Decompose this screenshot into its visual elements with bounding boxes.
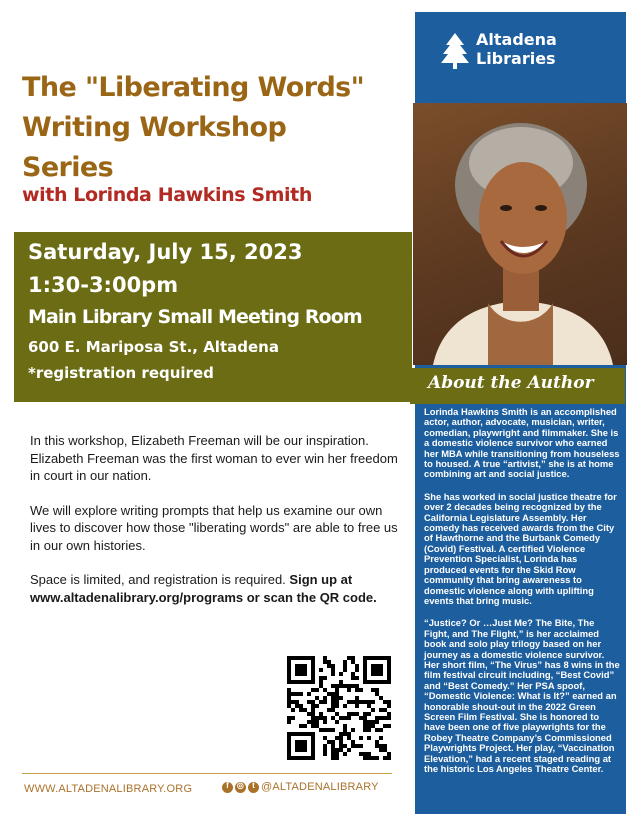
about-the-author-banner	[410, 368, 625, 404]
logo-line-1: Altadena	[476, 30, 557, 49]
title-line-2: Writing Workshop	[22, 112, 287, 143]
event-address: 600 E. Mariposa St., Altadena	[28, 338, 279, 356]
logo-line-2: Libraries	[476, 49, 556, 68]
social-handle[interactable]: @ALTADENALIBRARY	[261, 781, 379, 793]
qr-code[interactable]	[287, 656, 391, 760]
subtitle: with Lorinda Hawkins Smith	[22, 184, 312, 206]
description-paragraph-3	[30, 571, 400, 606]
event-room: Main Library Small Meeting Room	[28, 306, 362, 328]
social-links	[222, 781, 379, 793]
altadena-libraries-logo	[440, 30, 600, 72]
facebook-icon[interactable]: f	[222, 782, 233, 793]
about-heading: About the Author	[428, 373, 594, 393]
website-link[interactable]: WWW.ALTADENALIBRARY.ORG	[24, 783, 193, 795]
registration-text: Space is limited, and registration is required.	[30, 572, 290, 587]
instagram-icon[interactable]: ◎	[235, 782, 246, 793]
event-time: 1:30-3:00pm	[28, 273, 179, 297]
author-photo	[413, 103, 627, 365]
footer-divider	[22, 773, 392, 774]
signup-text[interactable]: Sign up at www.altadenalibrary.org/programs or scan the QR code.	[30, 572, 377, 605]
bio-paragraph-2: She has worked in social justice theatre for over 2 decades being recognized by the California Legislature Assembly. Her comedy has received awards from the City of Hawthorne and the Burbank Comedy (Covid) Festival. A certified Violence Prevention Specialist, Lorinda has produced events for the Skid Row community that bring awareness to domestic violence along with uplifting events that bring music.	[424, 490, 617, 606]
title-line-3: Series	[22, 152, 114, 183]
description-paragraph-2: We will explore writing prompts that help us examine our own lives to discover how those "liberating words" are able to free us in our own histories.	[30, 502, 398, 553]
bio-paragraph-3: “Justice? Or …Just Me? The Bite, The Fight, and The Flight,” is her acclaimed book and solo play trilogy based on her journey as a domestic violence survivor. Her short film, “The Virus” has 8 wins in the film festival circuit including, “Best Covid” and “Best Comedy.” Her PSA spoof, “Domestic Violence: What is It?” earned an honorable shout-out in the 2022 Green Screen Film Festival. She is honored to have been one of five playwrights for the Robey Theatre Company’s Commissioned Playwrights Project. Her play, “Vaccination Elevation,” had a recent staged reading at the historic Los Angeles Theatre Center.	[424, 617, 620, 774]
tree-icon	[440, 32, 470, 70]
author-bio	[424, 407, 620, 786]
page-title	[22, 68, 402, 188]
bio-paragraph-1: Lorinda Hawkins Smith is an accomplished actor, author, advocate, musician, writer, comedian, playwright and filmmaker. She is a domestic violence survivor who earned her MBA while transitioning from houseless to housed. A true “artivist,” she is at home combining art and social justice.	[424, 406, 620, 480]
event-date: Saturday, July 15, 2023	[28, 240, 303, 264]
event-info-band	[14, 232, 412, 402]
twitter-icon[interactable]: t	[248, 782, 259, 793]
workshop-description	[30, 432, 400, 623]
registration-note: *registration required	[28, 364, 214, 382]
title-line-1: The "Liberating Words"	[22, 72, 365, 103]
description-paragraph-1: In this workshop, Elizabeth Freeman will be our inspiration. Elizabeth Freeman was the first woman to ever win her freedom in court in our nation.	[30, 433, 398, 483]
